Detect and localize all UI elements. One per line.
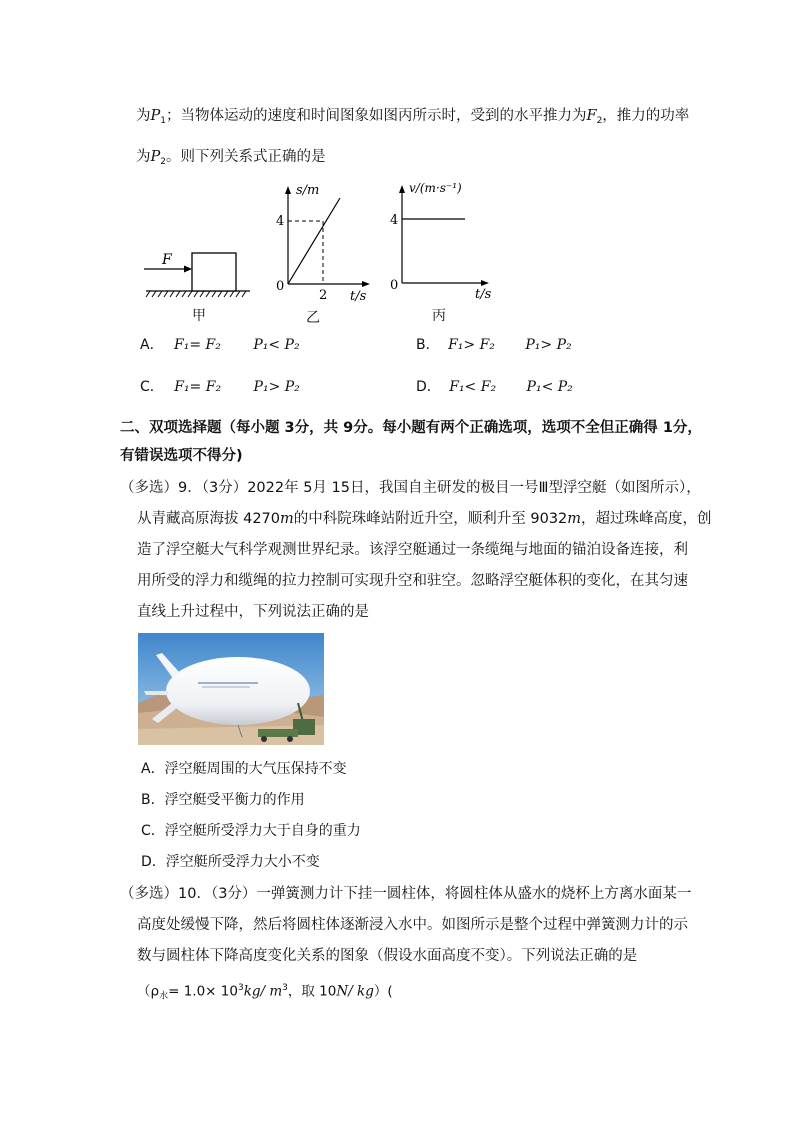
text-segment: = 1.0× 10 [168,983,238,1000]
q9-option-b[interactable]: B．浮空艇受平衡力的作用 [141,792,305,808]
y-tick-label: 4 [390,213,399,228]
q9-option-c[interactable]: C．浮空艇所受浮力大于自身的重力 [141,823,361,839]
y-tick-label: 4 [276,214,285,229]
subscript: 2 [596,116,603,126]
unit-m: m [567,511,582,527]
q8-option-a[interactable] [140,335,300,355]
q8-text-line2 [136,147,326,172]
text-segment: ，取 10 [287,983,337,1000]
airship-hull [166,657,310,725]
q9-option-a[interactable]: A．浮空艇周围的大气压保持不变 [141,761,347,777]
q10-text-line2: 高度处缓慢下降，然后将圆柱体逐渐浸入水中。如图所示是整个过程中弹簧测力计的示 [137,917,688,933]
figure-jia [140,245,260,300]
option-letter: A． [140,337,164,353]
figure-yi-st-graph [270,178,380,303]
text-segment: ，超过珠峰高度，创 [581,511,712,527]
option-p-relation: P₁< P₂ [253,337,300,353]
q9-text-line2 [137,509,712,529]
subscript: 2 [160,157,166,167]
y-axis-label: v/(m·s⁻¹) [409,181,462,195]
q8-option-d[interactable] [416,377,573,397]
force-label: F [162,252,172,268]
y-axis-arrow-icon [285,186,291,194]
unit-text: kg/ m [243,983,283,1000]
text-segment: ）( [373,983,393,1000]
option-f-relation: F₁= F₂ [174,337,221,353]
y-axis-label: s/m [296,183,320,198]
section-heading-line2: 有错误选项不得分) [120,448,243,464]
q9-text-line4: 用所受的浮力和缆绳的拉力控制可实现升空和驻空。忽略浮空艇体积的变化，在其匀速 [137,573,688,589]
q8-option-c[interactable] [140,377,300,397]
x-axis-label: t/s [350,289,367,303]
airship-illustration [138,633,324,745]
subscript: 1 [160,116,166,126]
text-segment: 从青藏高原海拔 4270 [137,511,281,527]
text-segment: （ρ [137,983,160,1000]
x-axis-arrow-icon [481,280,489,286]
x-tick-label: 2 [319,288,328,303]
text-segment: 为 [136,108,151,124]
block [192,253,236,291]
var-P: P [150,149,161,165]
st-line [288,198,340,284]
unit-text: N/ kg [336,983,374,1000]
q10-text-line4 [137,978,393,1007]
var-F: F [586,108,597,124]
origin-label: 0 [276,279,285,294]
option-f-relation: F₁= F₂ [174,379,222,395]
var-P: P [150,108,161,124]
q9-text-line1: （多选）9．（3分）2022年 5月 15日，我国自主研发的极目一号Ⅲ型浮空艇（如图所示）， [120,480,701,496]
text-segment: ；当物体运动的速度和时间图象如图丙所示时，受到的水平推力为 [166,108,587,124]
q10-text-line3: 数与圆柱体下降高度变化关系的图象（假设水面高度不变）。下列说法正确的是 [137,948,638,964]
x-axis-arrow-icon [362,281,370,287]
subscript: 水 [159,991,169,1002]
text-segment: 。则下列关系式正确的是 [166,149,326,165]
caption-jia: 甲 [192,308,206,324]
option-f-relation: F₁> F₂ [448,337,495,353]
option-letter: D． [416,379,441,395]
unit-m: m [280,511,294,527]
text-segment: 的中科院珠峰站附近升空，顺利升至 9032 [293,511,568,527]
superscript: 3 [282,983,288,993]
section-heading-line1: 二、双项选择题（每小题 3分，共 9分。每小题有两个正确选项，选项不全但正确得 1分， [120,420,702,436]
text-segment: ，推力的功率 [602,108,690,124]
arrow-head-icon [184,266,192,273]
figure-bing-vt-graph [385,175,505,303]
x-axis-label: t/s [475,287,492,302]
ground-hatch [146,291,246,297]
q8-text-line1 [136,106,689,131]
option-p-relation: P₁> P₂ [525,337,572,353]
option-p-relation: P₁< P₂ [526,379,573,395]
caption-bing: 丙 [432,308,446,324]
option-p-relation: P₁> P₂ [253,379,300,395]
q10-text-line1: （多选）10．（3分）一弹簧测力计下挂一圆柱体，将圆柱体从盛水的烧杯上方离水面某一 [120,886,692,902]
airship-photo [138,633,324,745]
option-f-relation: F₁< F₂ [449,379,497,395]
q9-text-line5: 直线上升过程中，下列说法正确的是 [137,604,369,620]
option-letter: B． [416,337,440,353]
superscript: 3 [237,983,244,993]
caption-yi: 乙 [306,310,320,326]
option-letter: C． [140,379,164,395]
q8-option-b[interactable] [416,335,572,355]
q9-text-line3: 造了浮空艇大气科学观测世界纪录。该浮空艇通过一条缆绳与地面的锚泊设备连接，利 [137,542,688,558]
origin-label: 0 [390,278,399,293]
y-axis-arrow-icon [399,185,405,193]
q9-option-d[interactable]: D．浮空艇所受浮力大小不变 [141,854,320,870]
text-segment: 为 [136,149,151,165]
